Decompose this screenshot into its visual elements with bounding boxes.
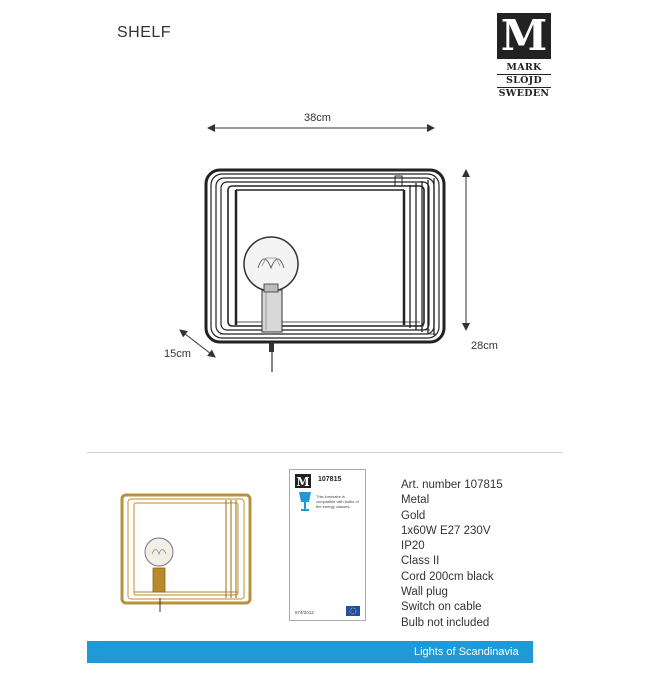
- footer-bar: [87, 641, 533, 663]
- energy-regulation: 874/2012: [295, 610, 314, 615]
- height-label: 28cm: [471, 340, 498, 352]
- spec-item: Wall plug: [401, 586, 448, 599]
- eu-flag-icon: [346, 606, 360, 616]
- gold-shelf-photo: [122, 495, 250, 612]
- spec-item: Cord 200cm black: [401, 570, 494, 583]
- logo-line-3: SWEDEN: [498, 88, 550, 99]
- svg-text:M: M: [296, 475, 310, 489]
- energy-label: [289, 469, 366, 621]
- spec-item: Class II: [401, 555, 440, 568]
- spec-item: Gold: [401, 509, 426, 522]
- spec-list: [401, 478, 503, 631]
- spec-item: Art. number 107815: [401, 479, 503, 491]
- spec-item: Bulb not included: [401, 616, 490, 629]
- footer-text: Lights of Scandinavia: [414, 646, 519, 658]
- section-divider: [87, 452, 563, 453]
- logo-line-2: SLÖJD: [505, 75, 543, 86]
- shelf-frame-black: [206, 170, 444, 342]
- spec-item: Switch on cable: [401, 601, 482, 614]
- spec-item: IP20: [401, 540, 425, 553]
- lamp-bulb-icon: [296, 490, 314, 512]
- spec-item: Metal: [401, 494, 430, 507]
- depth-label: 15cm: [164, 348, 191, 360]
- bulb-drawing: [244, 237, 298, 372]
- energy-label-number: 107815: [318, 476, 342, 483]
- logo-line-1: MARK: [506, 62, 542, 73]
- energy-compat-text: This luminaire is compatible with bulbs of the energy classes:: [316, 494, 359, 509]
- product-title: SHELF: [117, 24, 172, 41]
- energy-classes: A++ A+ A B C D E: [300, 521, 310, 587]
- spec-item: 1x60W E27 230V: [401, 524, 491, 537]
- mark-slojd-logo-icon: [294, 473, 314, 491]
- width-label: 38cm: [304, 112, 331, 124]
- logo-letter: M: [497, 13, 551, 59]
